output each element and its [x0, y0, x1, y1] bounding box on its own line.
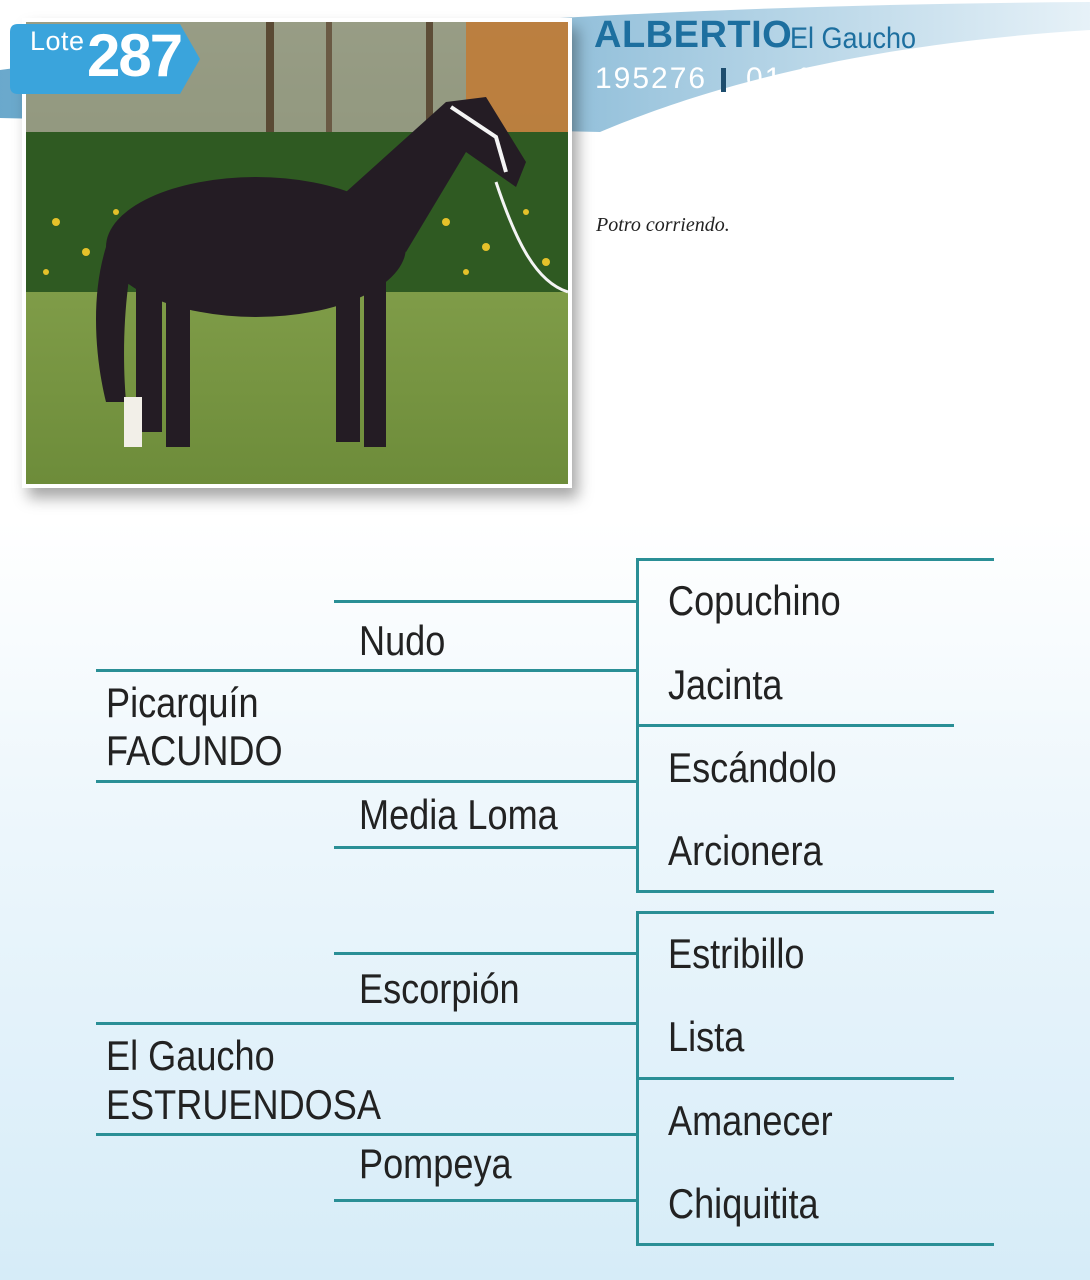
dam-dam: Pompeya: [359, 1140, 512, 1187]
horse-name: ALBERTIO: [594, 14, 793, 56]
dam-sire: Escorpión: [359, 965, 520, 1012]
separator-bar: [721, 68, 726, 92]
dam-dam-dam: Chiquitita: [668, 1180, 819, 1227]
lot-label: Lote: [30, 26, 85, 56]
pedigree-line: [334, 952, 636, 955]
pedigree-line: [96, 1022, 636, 1025]
pedigree-line: [334, 600, 636, 603]
registration-number: 195276: [595, 62, 708, 95]
sire-dam: Media Loma: [359, 791, 558, 838]
lot-number: 287: [87, 22, 182, 89]
pedigree-line: [334, 846, 636, 849]
pedigree-line: [636, 1243, 994, 1246]
pedigree-line: [636, 1077, 954, 1080]
sire-dam-dam: Arcionera: [668, 827, 823, 874]
dam-line2: ESTRUENDOSA: [106, 1081, 381, 1128]
sire-line1: Picarquín: [106, 679, 259, 726]
pedigree-line: [96, 669, 636, 672]
pedigree-line: [636, 911, 994, 914]
sire-sire: Nudo: [359, 617, 446, 664]
pedigree-line: [636, 558, 639, 893]
pedigree-line: [636, 890, 994, 893]
breeder-name: El Gaucho: [790, 22, 917, 55]
dam-dam-sire: Amanecer: [668, 1097, 833, 1144]
pedigree-line: [96, 1133, 636, 1136]
sire-line2: FACUNDO: [106, 727, 283, 774]
pedigree-line: [96, 780, 636, 783]
sire-sire-sire: Copuchino: [668, 577, 841, 624]
horse-note: Potro corriendo.: [596, 214, 730, 236]
pedigree-line: [636, 558, 994, 561]
dam-sire-sire: Estribillo: [668, 930, 805, 977]
dam-line1: El Gaucho: [106, 1032, 275, 1079]
birth-date: 01-12-2006: [746, 62, 920, 95]
sire-sire-dam: Jacinta: [668, 661, 783, 708]
dam-sire-dam: Lista: [668, 1013, 745, 1060]
pedigree-line: [334, 1199, 636, 1202]
pedigree-line: [636, 724, 954, 727]
sire-dam-sire: Escándolo: [668, 744, 837, 791]
pedigree-line: [636, 911, 639, 1246]
